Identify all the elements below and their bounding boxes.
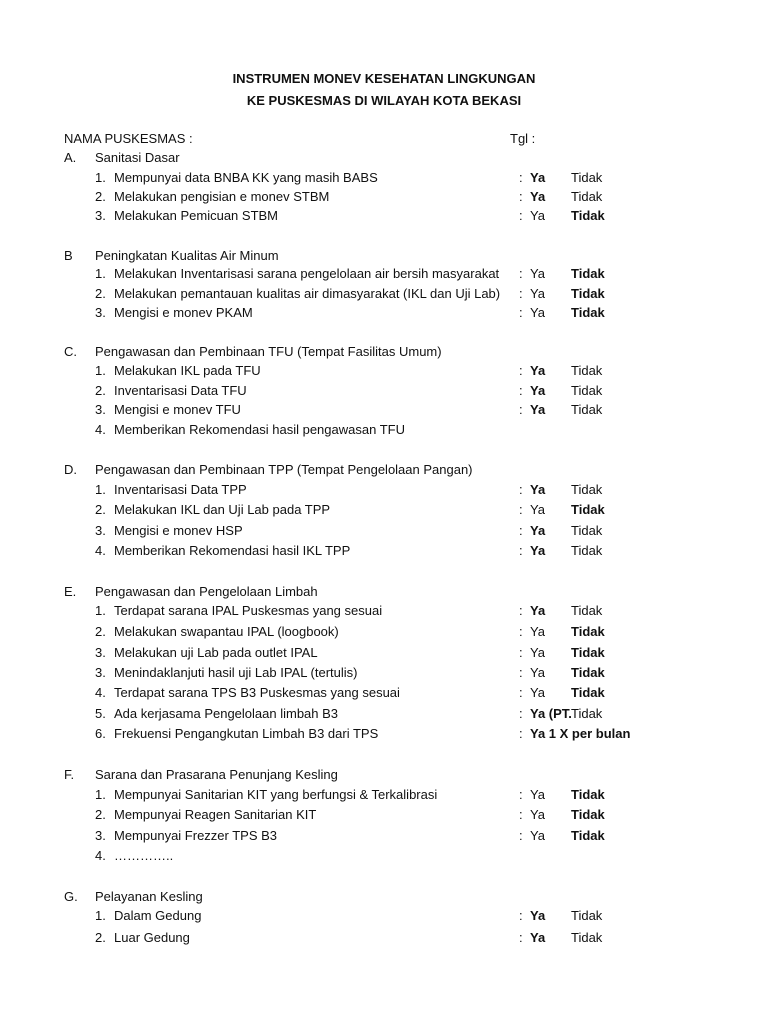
item-text: Melakukan IKL pada TFU [114, 363, 261, 378]
item-separator: : [519, 363, 523, 378]
answer-tidak: Tidak [571, 645, 605, 660]
answer-ya: Ya [530, 603, 546, 618]
item-separator: : [519, 645, 523, 660]
answer-ya: Ya [530, 807, 545, 822]
section-letter: G. [64, 889, 78, 904]
item-separator: : [519, 706, 523, 721]
tanggal-label: Tgl : [510, 131, 536, 146]
item-separator: : [519, 685, 523, 700]
section-title: Sanitasi Dasar [95, 150, 180, 165]
item-separator: : [519, 383, 523, 398]
document-title-line2: KE PUSKESMAS DI WILAYAH KOTA BEKASI [246, 93, 522, 108]
item-number: 1. [95, 170, 106, 185]
item-separator: : [519, 787, 523, 802]
answer-tidak: Tidak [571, 286, 605, 301]
item-text: Melakukan Inventarisasi sarana pengelolaan air bersih masyarakat [114, 266, 500, 281]
item-number: 3. [95, 305, 106, 320]
answer-tidak: Tidak [571, 383, 603, 398]
item-number: 6. [95, 726, 106, 741]
section-title: Pengawasan dan Pengelolaan Limbah [95, 584, 318, 599]
document-title-line1: INSTRUMEN MONEV KESEHATAN LINGKUNGAN [232, 71, 536, 86]
item-text: Mempunyai Frezzer TPS B3 [114, 828, 278, 843]
item-text: Ada kerjasama Pengelolaan limbah B3 [114, 706, 339, 721]
answer-tidak: Tidak [571, 363, 603, 378]
item-text: Mengisi e monev TFU [114, 402, 241, 417]
item-number: 3. [95, 665, 106, 680]
answer-ya: Ya [530, 189, 546, 204]
item-number: 1. [95, 266, 106, 281]
item-separator: : [519, 523, 523, 538]
item-number: 3. [95, 645, 106, 660]
item-text: Inventarisasi Data TFU [114, 383, 247, 398]
section-title: Peningkatan Kualitas Air Minum [95, 248, 279, 263]
item-separator: : [519, 908, 523, 923]
item-number: 1. [95, 908, 106, 923]
item-text: Inventarisasi Data TPP [114, 482, 247, 497]
item-separator: : [519, 482, 523, 497]
answer-tidak: Tidak [571, 828, 605, 843]
item-separator: : [519, 305, 523, 320]
item-separator: : [519, 930, 523, 945]
answer-tidak: Tidak [571, 482, 603, 497]
item-number: 3. [95, 523, 106, 538]
item-text: Mempunyai data BNBA KK yang masih BABS [114, 170, 378, 185]
item-number: 4. [95, 422, 106, 437]
item-number: 4. [95, 543, 106, 558]
answer-ya: Ya [530, 208, 545, 223]
item-text: Terdapat sarana TPS B3 Puskesmas yang sesuai [114, 685, 400, 700]
answer-ya: Ya [530, 787, 545, 802]
answer-ya: Ya [530, 286, 545, 301]
answer-tidak: Tidak [571, 266, 605, 281]
item-text: ………….. [114, 848, 174, 863]
answer-ya: Ya [530, 624, 545, 639]
answer-tidak: Tidak [571, 170, 603, 185]
answer-ya: Ya [530, 266, 545, 281]
answer-tidak: Tidak [571, 402, 603, 417]
answer-tidak: Tidak [571, 189, 603, 204]
section-letter: E. [64, 584, 77, 599]
answer-tidak: Tidak [571, 908, 603, 923]
answer-tidak: Tidak [571, 685, 605, 700]
item-number: 2. [95, 807, 106, 822]
item-separator: : [519, 208, 523, 223]
item-text: Melakukan IKL dan Uji Lab pada TPP [114, 502, 331, 517]
item-number: 1. [95, 787, 106, 802]
item-text: Mempunyai Sanitarian KIT yang berfungsi & Terkalibrasi [114, 787, 438, 802]
item-number: 1. [95, 482, 106, 497]
section-letter: F. [64, 767, 75, 782]
answer-tidak: Tidak [571, 502, 605, 517]
answer-ya: Ya [530, 828, 545, 843]
item-text: Melakukan pemantauan kualitas air dimasyarakat (IKL dan Uji Lab) [114, 286, 501, 301]
answer-ya: Ya [530, 402, 546, 417]
item-number: 2. [95, 624, 106, 639]
answer-ya: Ya [530, 645, 545, 660]
answer-ya: Ya [530, 908, 546, 923]
item-number: 2. [95, 286, 106, 301]
item-number: 4. [95, 685, 106, 700]
section-letter: D. [64, 462, 77, 477]
item-separator: : [519, 726, 523, 741]
answer-tidak: Tidak [571, 706, 603, 721]
item-number: 3. [95, 828, 106, 843]
answer-tidak: Tidak [571, 787, 605, 802]
section-letter: A. [64, 150, 77, 165]
item-separator: : [519, 624, 523, 639]
item-separator: : [519, 189, 523, 204]
item-separator: : [519, 603, 523, 618]
section-letter: C. [64, 344, 77, 359]
answer-ya: Ya (PT. [530, 706, 572, 721]
item-number: 2. [95, 930, 106, 945]
item-text: Melakukan uji Lab pada outlet IPAL [114, 645, 318, 660]
item-number: 2. [95, 189, 106, 204]
answer-tidak: Tidak [571, 305, 605, 320]
item-separator: : [519, 807, 523, 822]
nama-puskesmas-label: NAMA PUSKESMAS : [64, 131, 193, 146]
item-text: Mempunyai Reagen Sanitarian KIT [114, 807, 317, 822]
item-separator: : [519, 665, 523, 680]
item-number: 3. [95, 402, 106, 417]
item-separator: : [519, 170, 523, 185]
answer-ya: Ya [530, 383, 546, 398]
answer-tidak: Tidak [571, 807, 605, 822]
item-text: Dalam Gedung [114, 908, 202, 923]
item-text: Melakukan swapantau IPAL (loogbook) [114, 624, 339, 639]
item-text: Mengisi e monev PKAM [114, 305, 253, 320]
section-letter: B [64, 248, 73, 263]
item-text: Mengisi e monev HSP [114, 523, 243, 538]
answer-tidak: Tidak [571, 543, 603, 558]
item-text: Frekuensi Pengangkutan Limbah B3 dari TPS [114, 726, 379, 741]
answer-ya: Ya [530, 305, 545, 320]
answer-ya: Ya [530, 502, 545, 517]
answer-ya: Ya [530, 930, 546, 945]
item-separator: : [519, 543, 523, 558]
section-title: Sarana dan Prasarana Penunjang Kesling [95, 767, 338, 782]
item-number: 3. [95, 208, 106, 223]
item-text: Melakukan pengisian e monev STBM [114, 189, 330, 204]
item-separator: : [519, 828, 523, 843]
answer-tidak: Tidak [571, 624, 605, 639]
item-text: Melakukan Pemicuan STBM [114, 208, 279, 223]
answer-ya: Ya [530, 665, 545, 680]
item-text: Luar Gedung [114, 930, 190, 945]
item-separator: : [519, 266, 523, 281]
item-number: 1. [95, 363, 106, 378]
item-number: 2. [95, 383, 106, 398]
item-text: Terdapat sarana IPAL Puskesmas yang sesuai [114, 603, 383, 618]
item-text: Menindaklanjuti hasil uji Lab IPAL (tertulis) [114, 665, 358, 680]
item-text: Memberikan Rekomendasi hasil pengawasan TFU [114, 422, 405, 437]
answer-tidak: Tidak [571, 208, 605, 223]
answer-ya: Ya [530, 685, 545, 700]
item-separator: : [519, 402, 523, 417]
answer-ya: Ya [530, 363, 546, 378]
answer-tidak: Tidak [571, 665, 605, 680]
answer-tidak: Tidak [571, 603, 603, 618]
item-number: 4. [95, 848, 106, 863]
item-separator: : [519, 286, 523, 301]
answer-ya: Ya [530, 482, 546, 497]
answer-ya: Ya 1 X per bulan [530, 726, 631, 741]
item-number: 5. [95, 706, 106, 721]
answer-ya: Ya [530, 170, 546, 185]
answer-tidak: Tidak [571, 930, 603, 945]
section-title: Pengawasan dan Pembinaan TPP (Tempat Pengelolaan Pangan) [95, 462, 473, 477]
item-number: 1. [95, 603, 106, 618]
answer-ya: Ya [530, 523, 546, 538]
answer-ya: Ya [530, 543, 546, 558]
item-text: Memberikan Rekomendasi hasil IKL TPP [114, 543, 351, 558]
item-separator: : [519, 502, 523, 517]
answer-tidak: Tidak [571, 523, 603, 538]
item-number: 2. [95, 502, 106, 517]
section-title: Pengawasan dan Pembinaan TFU (Tempat Fasilitas Umum) [95, 344, 442, 359]
section-title: Pelayanan Kesling [95, 889, 203, 904]
